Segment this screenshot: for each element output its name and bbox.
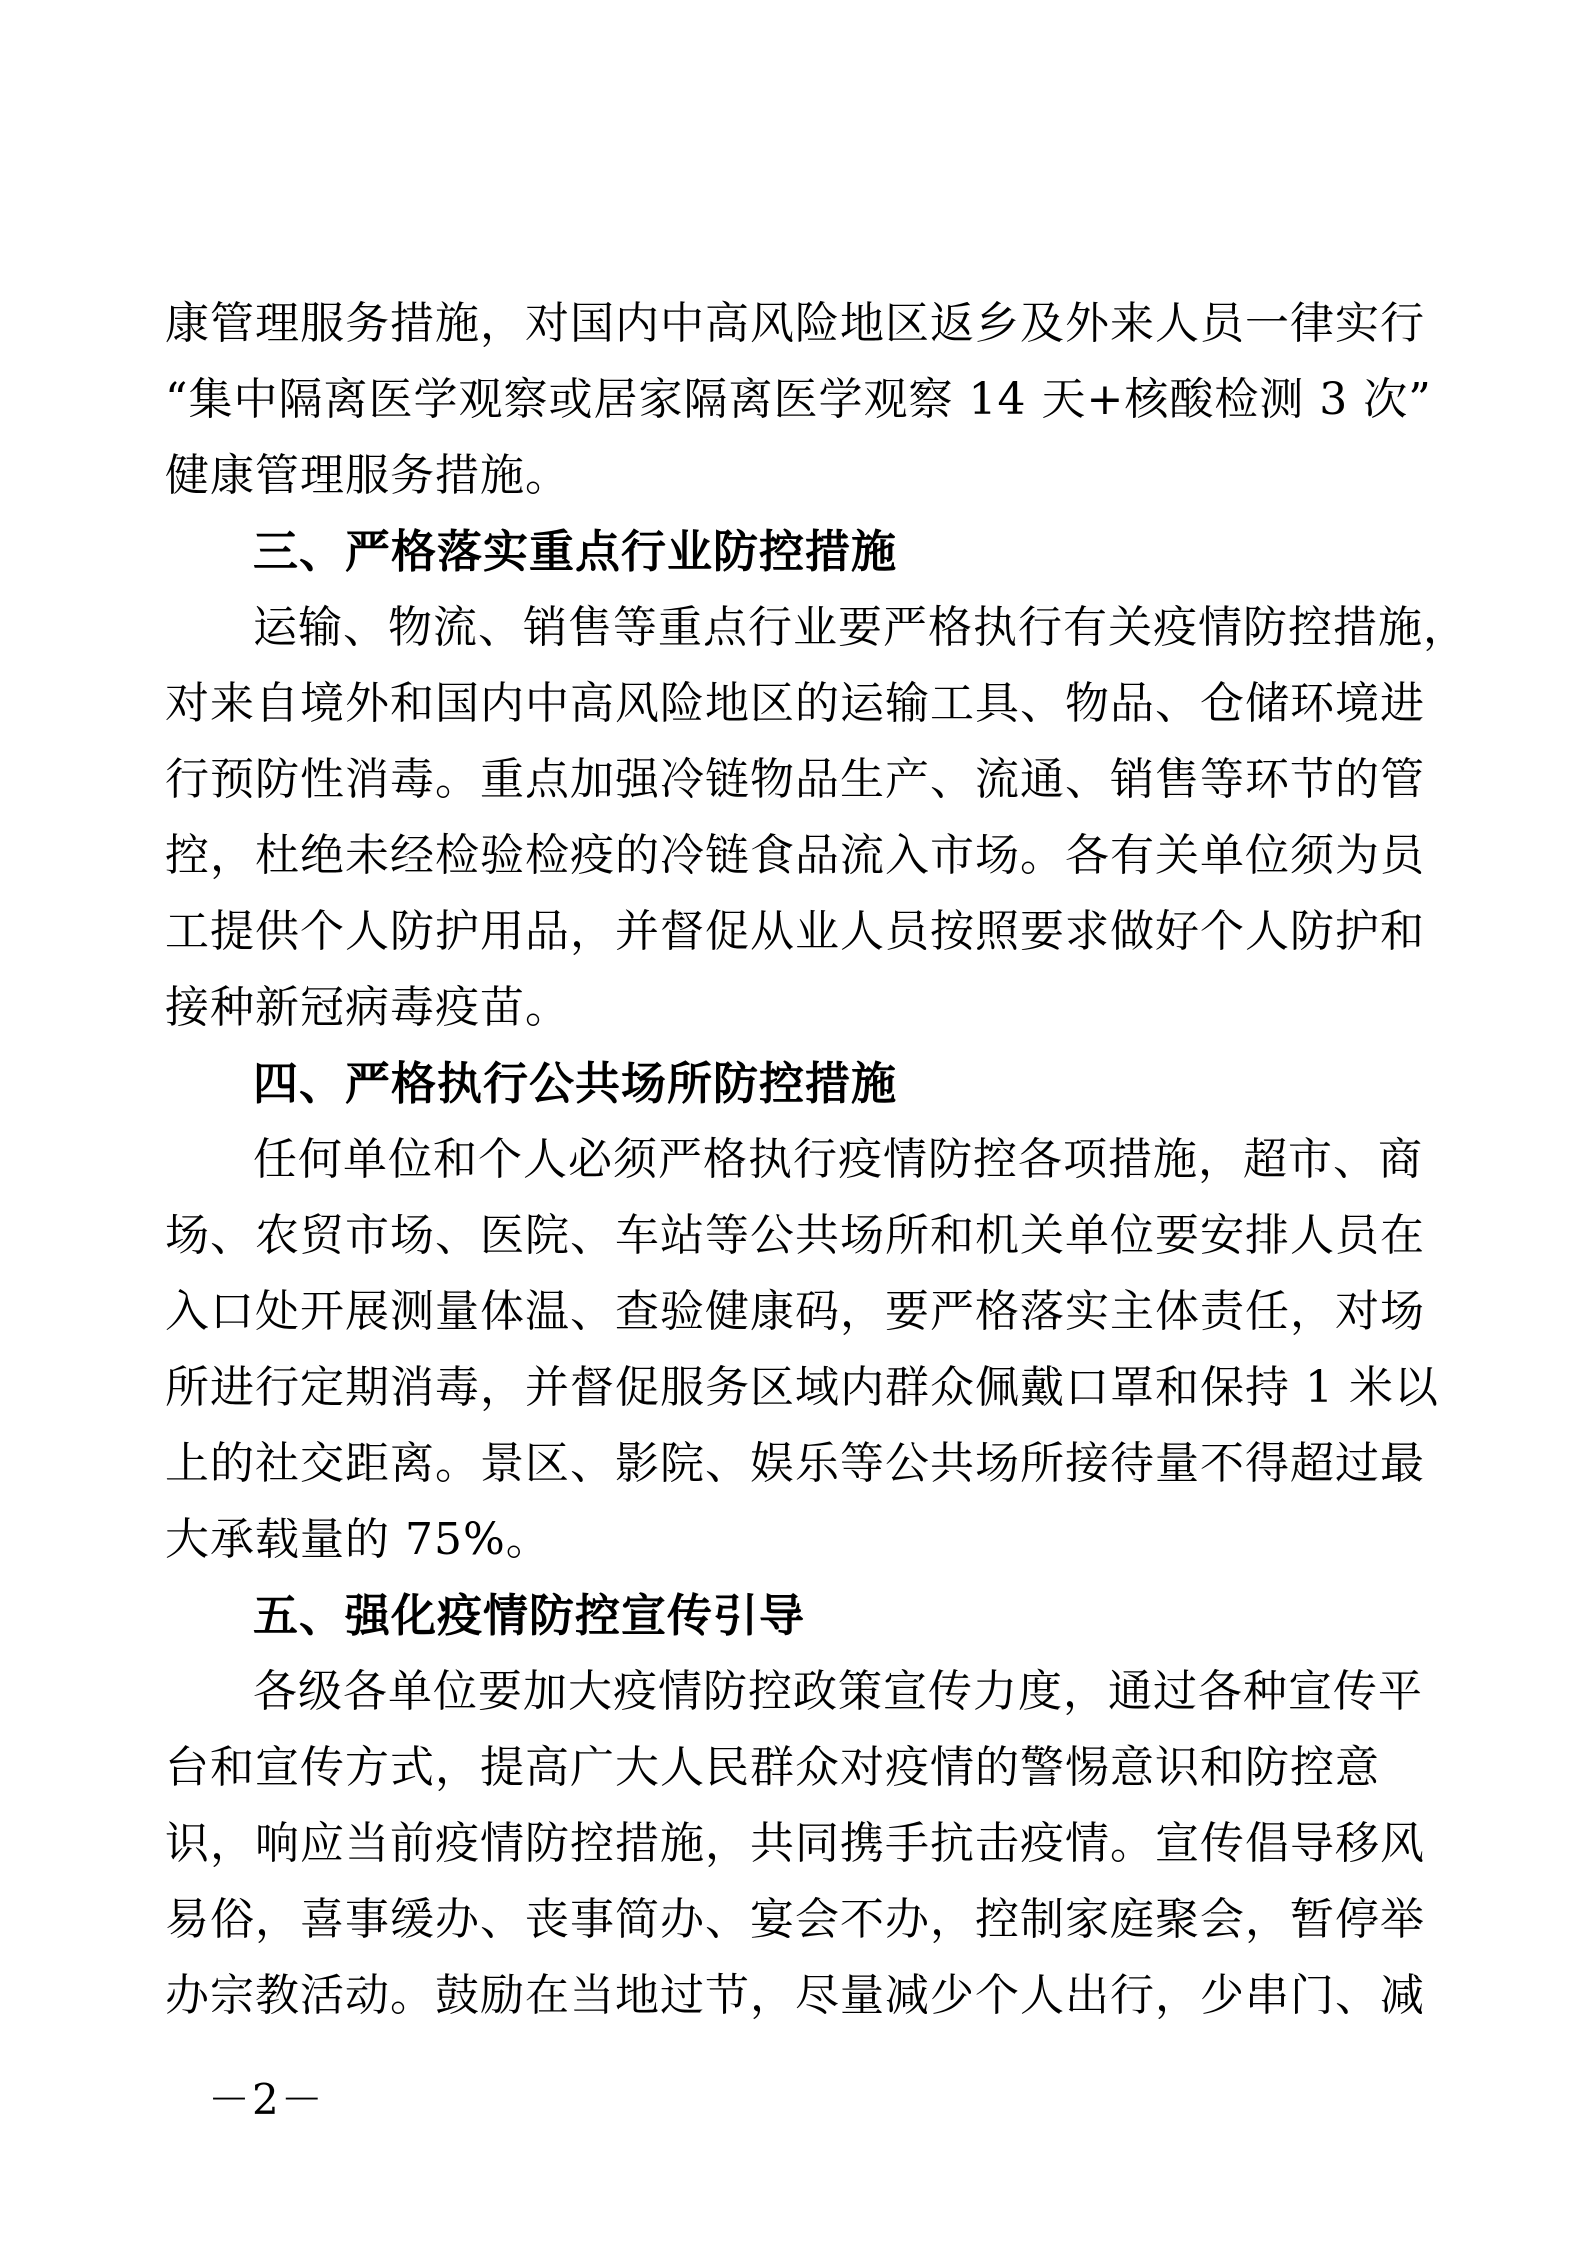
- document-body: [165, 286, 1468, 2034]
- body-line: 工提供个人防护用品，并督促从业人员按照要求做好个人防护和: [165, 906, 1425, 957]
- body-line: “集中隔离医学观察或居家隔离医学观察 14 天+核酸检测 3 次”: [165, 374, 1432, 425]
- body-line: 所进行定期消毒，并督促服务区域内群众佩戴口罩和保持 1 米以: [165, 1362, 1439, 1413]
- body-line: 大承载量的 75%。: [165, 1514, 551, 1565]
- section-heading: 四、严格执行公共场所防控措施: [253, 1057, 898, 1110]
- body-line: 运输、物流、销售等重点行业要严格执行有关疫情防控措施，: [253, 602, 1468, 653]
- body-line: 识，响应当前疫情防控措施，共同携手抗击疫情。宣传倡导移风: [165, 1818, 1425, 1869]
- body-line: 康管理服务措施，对国内中高风险地区返乡及外来人员一律实行: [165, 298, 1425, 349]
- body-line: 办宗教活动。鼓励在当地过节，尽量减少个人出行，少串门、减: [165, 1970, 1425, 2021]
- body-line: 台和宣传方式，提高广大人民群众对疫情的警惕意识和防控意: [165, 1742, 1380, 1793]
- body-line: 场、农贸市场、医院、车站等公共场所和机关单位要安排人员在: [165, 1210, 1425, 1261]
- body-line: 易俗，喜事缓办、丧事简办、宴会不办，控制家庭聚会，暂停举: [165, 1894, 1425, 1945]
- section-heading: 三、严格落实重点行业防控措施: [253, 525, 898, 578]
- body-line: 健康管理服务措施。: [165, 450, 570, 501]
- body-line: 接种新冠病毒疫苗。: [165, 982, 570, 1033]
- body-line: 各级各单位要加大疫情防控政策宣传力度，通过各种宣传平: [253, 1666, 1423, 1717]
- body-line: 行预防性消毒。重点加强冷链物品生产、流通、销售等环节的管: [165, 754, 1425, 805]
- section-heading: 五、强化疫情防控宣传引导: [253, 1589, 806, 1642]
- page-number: －2－: [208, 2075, 325, 2124]
- body-line: 控，杜绝未经检验检疫的冷链食品流入市场。各有关单位须为员: [165, 830, 1425, 881]
- body-line: 入口处开展测量体温、查验健康码，要严格落实主体责任，对场: [165, 1286, 1425, 1337]
- body-line: 任何单位和个人必须严格执行疫情防控各项措施，超市、商: [253, 1134, 1423, 1185]
- body-line: 上的社交距离。景区、影院、娱乐等公共场所接待量不得超过最: [165, 1438, 1425, 1489]
- body-line: 对来自境外和国内中高风险地区的运输工具、物品、仓储环境进: [165, 678, 1425, 729]
